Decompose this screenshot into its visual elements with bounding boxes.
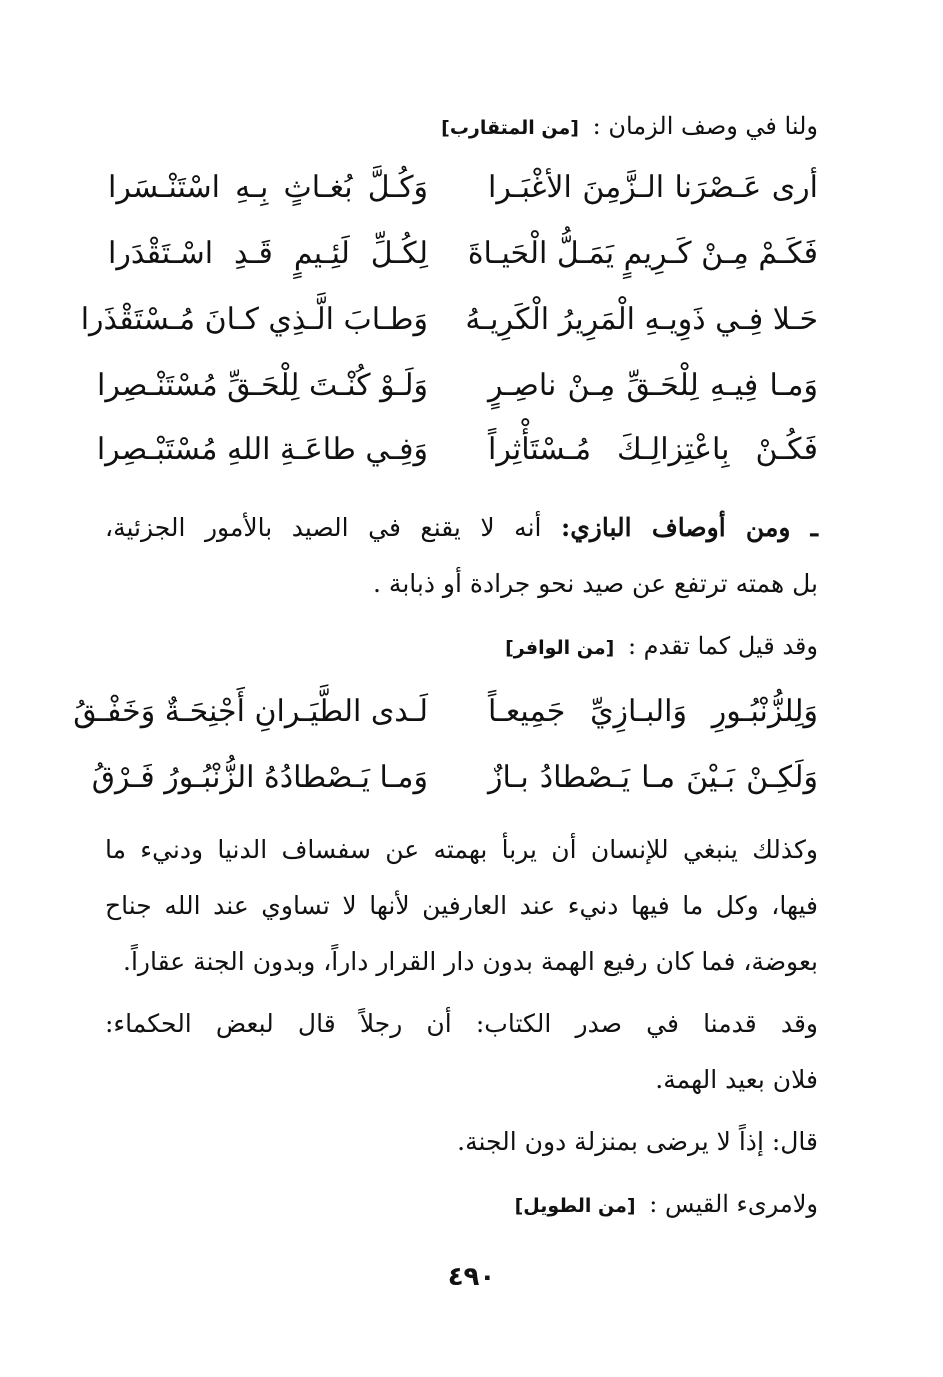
verse-6-second-hemistich: لَـدى الطَّيَـرانِ أَجْنِحَـةٌ وَخَفْـقُ bbox=[73, 694, 428, 729]
page-number: ٤٩٠ bbox=[447, 1262, 496, 1292]
verse-1-first-hemistich: أرى عَـصْرَنا الـزَّمِنَ الأغْبَـرا bbox=[488, 170, 818, 205]
intro-line-1 bbox=[105, 108, 818, 146]
paragraph-lead: ـ ومن أوصاف البازي: bbox=[561, 513, 818, 542]
verse-5-first-hemistich: فَكُـنْ بِاعْتِزالِـكَ مُـسْتَأْثِراً bbox=[488, 432, 818, 467]
paragraph-1-line-1 bbox=[105, 510, 818, 546]
paragraph-2-line-3: بعوضة، فما كان رفيع الهمة بدون دار القرار داراً، وبدون الجنة عقاراً. bbox=[123, 947, 818, 976]
meter-label: [من الطويل] bbox=[514, 1195, 636, 1217]
verse-7-second-hemistich: وَمـا يَـصْطادُهُ الزُّنْبُـورُ فَـرْقُ bbox=[91, 760, 428, 795]
intro-text: وقد قيل كما تقدم : bbox=[627, 632, 818, 660]
verse-2-first-hemistich: فَكَـمْ مِـنْ كَـرِيمٍ يَمَـلُّ الْحَيـاةَ bbox=[467, 236, 818, 271]
paragraph-3-line-1: وقد قدمنا في صدر الكتاب: أن رجلاً قال لبعض الحكماء: bbox=[105, 1009, 818, 1038]
paragraph-2-line-1: وكذلك ينبغي للإنسان أن يربأ بهمته عن سفساف الدنيا ودنيء ما bbox=[105, 835, 818, 864]
meter-label: [من الوافر] bbox=[505, 637, 615, 659]
intro-text: ولنا في وصف الزمان : bbox=[592, 112, 818, 140]
verse-5-second-hemistich: وَفِـي طاعَـةِ اللهِ مُسْتَبْـصِرا bbox=[96, 432, 428, 467]
meter-label: [من المتقارب] bbox=[441, 117, 579, 139]
verse-2-second-hemistich: لِكُـلِّ لَئِـيمٍ قَـدِ اسْـتَقْدَرا bbox=[108, 236, 428, 271]
verse-4-first-hemistich: وَمـا فِيـهِ لِلْحَـقِّ مِـنْ ناصِـرٍ bbox=[488, 368, 818, 403]
paragraph-text: أنه لا يقنع في الصيد بالأمور الجزئية، bbox=[105, 513, 542, 542]
paragraph-3-line-2: فلان بعيد الهمة. bbox=[655, 1065, 818, 1094]
intro-text: ولامرىء القيس : bbox=[649, 1190, 818, 1218]
verse-4-second-hemistich: وَلَـوْ كُنْـتَ لِلْحَـقِّ مُسْتَنْـصِرا bbox=[97, 368, 428, 403]
verse-1-second-hemistich: وَكُـلَّ بُغـاثٍ بِـهِ اسْتَنْـسَرا bbox=[108, 170, 428, 205]
intro-line-2 bbox=[105, 628, 818, 666]
paragraph-1-line-2: بل همته ترتفع عن صيد نحو جرادة أو ذبابة . bbox=[373, 569, 818, 598]
verse-7-first-hemistich: وَلَكِـنْ بَـيْنَ مـا يَـصْطادُ بـازٌ bbox=[488, 760, 818, 795]
verse-3-first-hemistich: حَـلا فِـي ذَوِيـهِ الْمَرِيرُ الْكَرِيـهُ bbox=[465, 302, 818, 337]
verse-3-second-hemistich: وَطـابَ الَّـذِي كـانَ مُـسْتَقْذَرا bbox=[80, 302, 428, 337]
paragraph-4-line-1: قال: إذاً لا يرضى بمنزلة دون الجنة. bbox=[457, 1127, 818, 1156]
verse-6-first-hemistich: وَلِلزُّنْبُـورِ وَالبـازِيِّ جَمِيعـاً bbox=[488, 694, 818, 729]
intro-line-3 bbox=[105, 1186, 818, 1224]
paragraph-2-line-2: فيها، وكل ما فيها دنيء عند العارفين لأنها لا تساوي عند الله جناح bbox=[105, 891, 818, 920]
